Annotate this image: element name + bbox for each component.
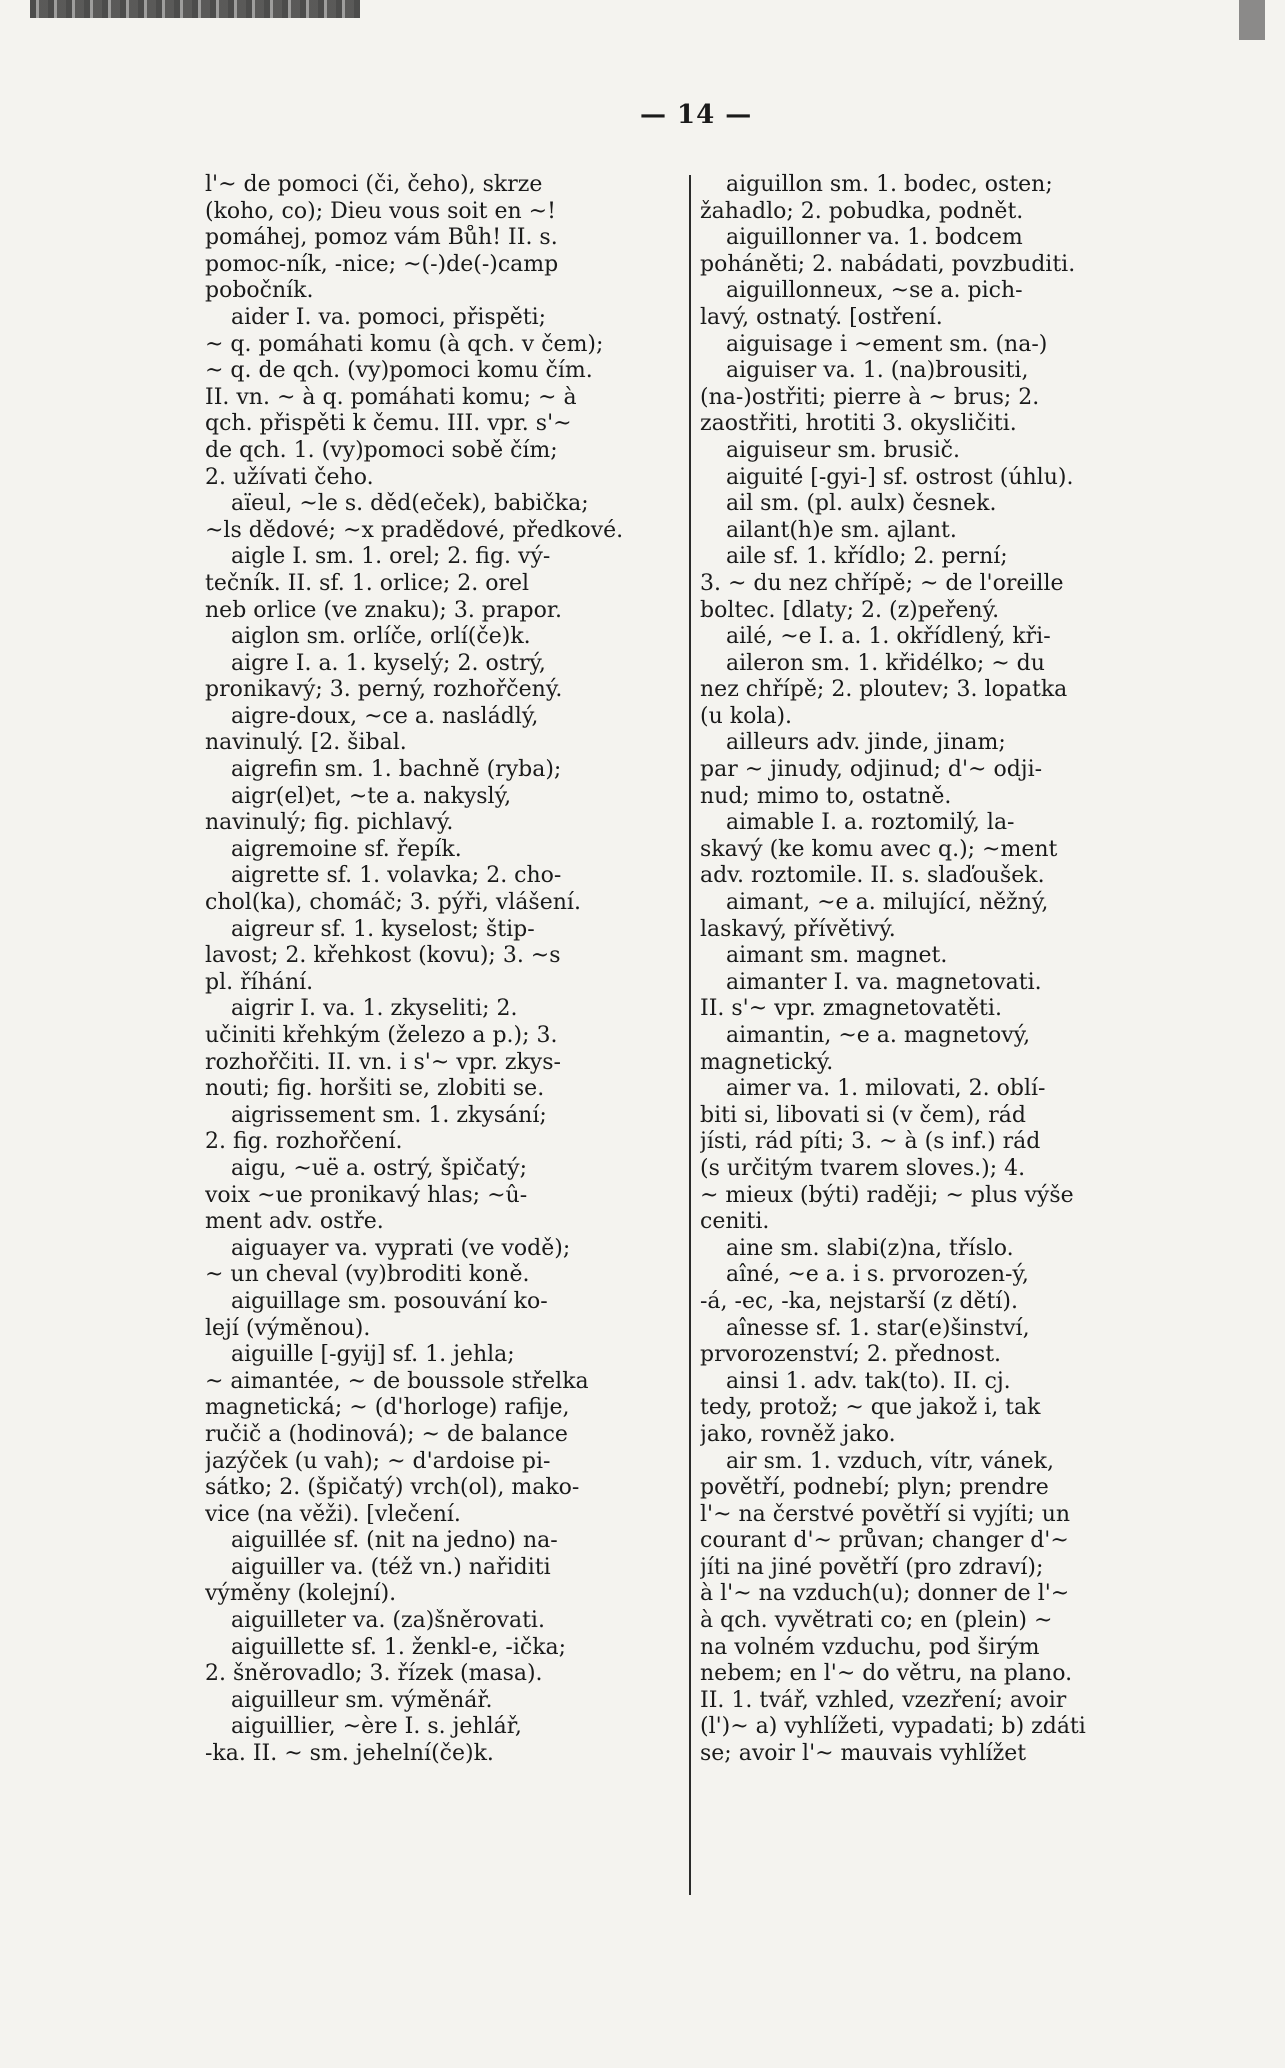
dictionary-line: aigre-doux, ~ce a. nasládlý,	[231, 703, 539, 729]
dictionary-line: l'~ de pomoci (či, čeho), skrze	[205, 172, 543, 197]
dictionary-line: aigle I. sm. 1. orel; 2. fig. vý-	[231, 544, 551, 570]
dictionary-line: ailé, ~e I. a. 1. okřídlený, kři-	[726, 624, 1051, 650]
dictionary-line: vice (na věži). [vlečení.	[205, 1501, 461, 1527]
dictionary-line: neb orlice (ve znaku); 3. prapor.	[205, 597, 562, 623]
dictionary-line: aiglon sm. orlíče, orlí(če)k.	[231, 624, 531, 650]
dictionary-line: ~ q. de qch. (vy)pomoci komu čím.	[205, 358, 593, 384]
dictionary-line: aimant, ~e a. milující, něžný,	[726, 890, 1049, 916]
dictionary-line: aiguité [-gyi-] sf. ostrost (úhlu).	[726, 464, 1074, 490]
dictionary-line: ~ un cheval (vy)broditi koně.	[205, 1262, 530, 1288]
dictionary-line: jako, rovněž jako.	[700, 1421, 896, 1447]
dictionary-line: aimantin, ~e a. magnetový,	[726, 1023, 1031, 1048]
dictionary-line: nouti; fig. horšiti se, zlobiti se.	[205, 1076, 545, 1102]
dictionary-line: lavý, ostnatý. [ostření.	[700, 304, 943, 330]
dictionary-line: à l'~ na vzduch(u); donner de l'~	[700, 1581, 1070, 1607]
dictionary-line: aigre I. a. 1. kyselý; 2. ostrý,	[231, 650, 546, 676]
dictionary-line: aînesse sf. 1. star(e)šinství,	[726, 1315, 1030, 1341]
dictionary-line: par ~ jinudy, odjinud; d'~ odji-	[700, 757, 1043, 783]
dictionary-line: boltec. [dlaty; 2. (z)peřený.	[700, 597, 1000, 623]
dictionary-line: aiguillier, ~ère I. s. jehlář,	[231, 1714, 522, 1740]
dictionary-line: 2. šněrovadlo; 3. řízek (masa).	[205, 1661, 543, 1687]
dictionary-line: aiguillette sf. 1. ženkl-e, -ička;	[231, 1634, 567, 1660]
dictionary-line: ainsi 1. adv. tak(to). II. cj.	[726, 1368, 1011, 1394]
dictionary-line: aider I. va. pomoci, přispěti;	[231, 304, 547, 330]
dictionary-line: aïeul, ~le s. děd(eček), babička;	[231, 491, 589, 517]
dictionary-line: ailleurs adv. jinde, jinam;	[726, 730, 1006, 756]
dictionary-line: aiguillonner va. 1. bodcem	[726, 225, 1023, 251]
dictionary-line: aimanter I. va. magnetovati.	[726, 969, 1042, 995]
dictionary-line: ~ls dědové; ~x pradědové, předkové.	[205, 517, 624, 543]
dictionary-line: -ka. II. ~ sm. jehelní(če)k.	[205, 1741, 494, 1767]
dictionary-line: aiguiser va. 1. (na)brousiti,	[726, 358, 1029, 384]
dictionary-line: II. vn. ~ à q. pomáhati komu; ~ à	[205, 384, 577, 410]
dictionary-line: aimable I. a. roztomilý, la-	[726, 810, 1015, 836]
dictionary-line: navinulý; fig. pichlavý.	[205, 810, 454, 836]
left-column	[205, 172, 680, 1768]
dictionary-line: aigrir I. va. 1. zkyseliti; 2.	[231, 996, 518, 1022]
dictionary-line: lavost; 2. křehkost (kovu); 3. ~s	[205, 943, 561, 969]
dictionary-line: výměny (kolejní).	[205, 1581, 397, 1607]
dictionary-line: aigu, ~uë a. ostrý, špičatý;	[231, 1155, 528, 1181]
dictionary-line: nebem; en l'~ do větru, na plano.	[700, 1661, 1073, 1687]
dictionary-line: pl. říhání.	[205, 969, 314, 995]
dictionary-line: ceniti.	[700, 1209, 770, 1235]
dictionary-line: (koho, co); Dieu vous soit en ~!	[205, 198, 556, 224]
right-column	[700, 172, 1180, 1768]
column-divider	[689, 175, 691, 1895]
dictionary-line: 2. fig. rozhořčení.	[205, 1129, 403, 1155]
dictionary-line: žahadlo; 2. pobudka, podnět.	[700, 198, 1024, 224]
dictionary-line: sátko; 2. (špičatý) vrch(ol), mako-	[205, 1475, 580, 1501]
dictionary-line: pobočník.	[205, 278, 314, 304]
dictionary-line: magnetická; ~ (d'horloge) rafije,	[205, 1395, 570, 1421]
dictionary-line: povětří, podnebí; plyn; prendre	[700, 1475, 1049, 1501]
dictionary-line: courant d'~ průvan; changer d'~	[700, 1528, 1069, 1554]
dictionary-line: aigr(el)et, ~te a. nakyslý,	[231, 783, 512, 809]
dictionary-line: (u kola).	[700, 703, 793, 729]
dictionary-line: aiguille [-gyij] sf. 1. jehla;	[231, 1342, 515, 1368]
dictionary-line: ~ aimantée, ~ de boussole střelka	[205, 1368, 589, 1394]
dictionary-line: ručič a (hodinová); ~ de balance	[205, 1421, 568, 1447]
dictionary-line: (s určitým tvarem sloves.); 4.	[700, 1155, 1026, 1181]
dictionary-line: aigrefin sm. 1. bachně (ryba);	[231, 757, 562, 783]
dictionary-line: ~ q. pomáhati komu (à qch. v čem);	[205, 331, 604, 357]
dictionary-line: adv. roztomile. II. s. slaďoušek.	[700, 863, 1045, 889]
dictionary-line: aimant sm. magnet.	[726, 943, 948, 969]
dictionary-line: aile sf. 1. křídlo; 2. perní;	[726, 544, 1008, 570]
dictionary-line: učiniti křehkým (železo a p.); 3.	[205, 1023, 558, 1048]
dictionary-line: II. s'~ vpr. zmagnetovatěti.	[700, 996, 1002, 1022]
dictionary-line: skavý (ke komu avec q.); ~ment	[700, 836, 1058, 862]
dictionary-line: aigrissement sm. 1. zkysání;	[231, 1102, 547, 1128]
dictionary-line: jíti na jiné povětří (pro zdraví);	[700, 1554, 1044, 1580]
page-number: — 14 —	[640, 100, 753, 130]
dictionary-line: pomáhej, pomoz vám Bůh! II. s.	[205, 225, 558, 251]
dictionary-line: aiguilleur sm. výměnář.	[231, 1687, 493, 1713]
dictionary-line: magnetický.	[700, 1049, 834, 1075]
dictionary-line: navinulý. [2. šibal.	[205, 730, 407, 756]
scan-edge-mark-right	[1239, 0, 1265, 40]
dictionary-line: (na-)ostřiti; pierre à ~ brus; 2.	[700, 384, 1040, 410]
dictionary-line: laskavý, přívětivý.	[700, 916, 896, 942]
dictionary-line: na volném vzduchu, pod širým	[700, 1634, 1040, 1660]
dictionary-line: aîné, ~e a. i s. prvorozen-ý,	[726, 1262, 1029, 1288]
dictionary-line: lejí (výměnou).	[205, 1315, 371, 1341]
dictionary-line: aigreur sf. 1. kyselost; štip-	[231, 916, 535, 942]
dictionary-line: nez chřípě; 2. ploutev; 3. lopatka	[700, 677, 1068, 703]
dictionary-line: pomoc-ník, -nice; ~(-)de(-)camp	[205, 251, 559, 277]
dictionary-line: aiguillage sm. posouvání ko-	[231, 1288, 548, 1314]
dictionary-line: nud; mimo to, ostatně.	[700, 783, 952, 809]
dictionary-line: aiguilleter va. (za)šněrovati.	[231, 1608, 545, 1634]
dictionary-line: aiguillonneux, ~se a. pich-	[726, 278, 1023, 304]
dictionary-line: aiguiseur sm. brusič.	[726, 437, 960, 463]
dictionary-line: aiguisage i ~ement sm. (na-)	[726, 331, 1048, 357]
dictionary-line: ment adv. ostře.	[205, 1209, 384, 1235]
dictionary-line: aimer va. 1. milovati, 2. oblí-	[726, 1076, 1046, 1102]
dictionary-line: -á, -ec, -ka, nejstarší (z dětí).	[700, 1288, 1018, 1314]
dictionary-line: qch. přispěti k čemu. III. vpr. s'~	[205, 411, 572, 437]
dictionary-line: aigremoine sf. řepík.	[231, 836, 462, 862]
dictionary-line: à qch. vyvětrati co; en (plein) ~	[700, 1608, 1053, 1634]
dictionary-line: 3. ~ du nez chřípě; ~ de l'oreille	[700, 570, 1064, 596]
dictionary-line: aigrette sf. 1. volavka; 2. cho-	[231, 863, 562, 889]
dictionary-line: rozhořčiti. II. vn. i s'~ vpr. zkys-	[205, 1049, 561, 1075]
dictionary-line: ailant(h)e sm. ajlant.	[726, 517, 957, 543]
dictionary-line: prvorozenství; 2. přednost.	[700, 1342, 1002, 1368]
dictionary-line: (l')~ a) vyhlížeti, vypadati; b) zdáti	[700, 1714, 1086, 1740]
dictionary-line: biti si, libovati si (v čem), rád	[700, 1102, 1026, 1128]
dictionary-line: air sm. 1. vzduch, vítr, vánek,	[726, 1448, 1054, 1474]
dictionary-line: aiguillée sf. (nit na jedno) na-	[231, 1528, 558, 1554]
dictionary-line: jazýček (u vah); ~ d'ardoise pi-	[205, 1448, 551, 1474]
dictionary-line: voix ~ue pronikavý hlas; ~û-	[205, 1182, 528, 1208]
dictionary-line: ~ mieux (býti) raději; ~ plus výše	[700, 1182, 1074, 1208]
dictionary-line: aiguillon sm. 1. bodec, osten;	[726, 172, 1053, 197]
dictionary-line: aiguayer va. vyprati (ve vodě);	[231, 1235, 571, 1261]
dictionary-line: tedy, protož; ~ que jakož i, tak	[700, 1395, 1041, 1421]
dictionary-line: aine sm. slabi(z)na, tříslo.	[726, 1235, 1014, 1261]
dictionary-line: poháněti; 2. nabádati, povzbuditi.	[700, 251, 1076, 277]
dictionary-line: jísti, rád píti; 3. ~ à (s inf.) rád	[700, 1129, 1041, 1155]
dictionary-line: tečník. II. sf. 1. orlice; 2. orel	[205, 570, 530, 596]
dictionary-line: ail sm. (pl. aulx) česnek.	[726, 491, 997, 517]
dictionary-line: 2. užívati čeho.	[205, 464, 374, 490]
dictionary-line: aileron sm. 1. křidélko; ~ du	[726, 650, 1045, 676]
dictionary-line: aiguiller va. (též vn.) nařiditi	[231, 1554, 551, 1580]
dictionary-line: se; avoir l'~ mauvais vyhlížet	[700, 1741, 1027, 1767]
dictionary-line: l'~ na čerstvé povětří si vyjíti; un	[700, 1501, 1071, 1527]
dictionary-line: chol(ka), chomáč; 3. pýři, vlášení.	[205, 890, 581, 916]
dictionary-line: II. 1. tvář, vzhled, vzezření; avoir	[700, 1687, 1067, 1713]
dictionary-line: zaostřiti, hrotiti 3. okysličiti.	[700, 411, 1017, 437]
dictionary-line: de qch. 1. (vy)pomoci sobě čím;	[205, 437, 558, 463]
scan-edge-mark	[30, 0, 360, 18]
dictionary-line: pronikavý; 3. perný, rozhořčený.	[205, 677, 563, 703]
